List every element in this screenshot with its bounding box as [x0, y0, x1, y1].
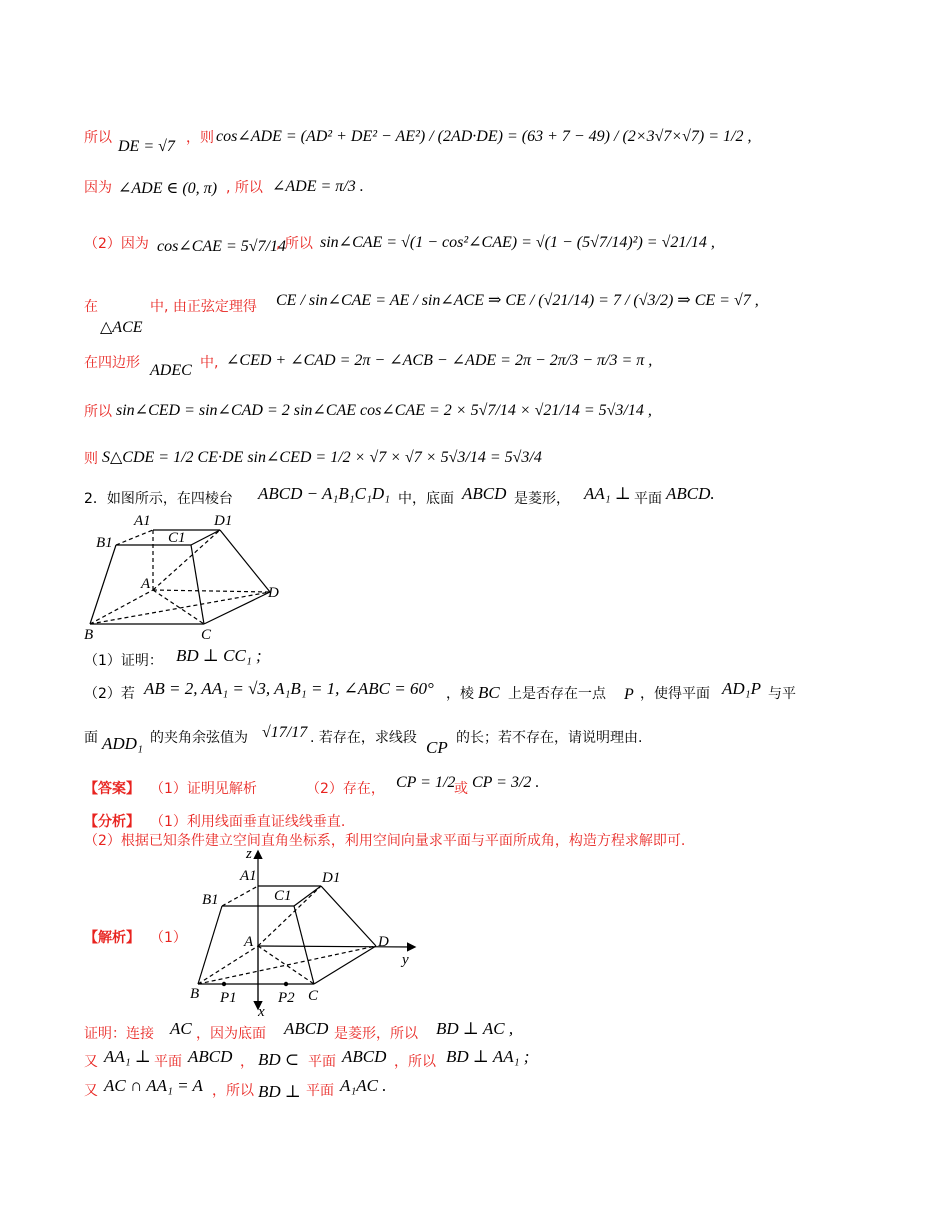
p2-l4-formula: sin∠CED = sin∠CAD = 2 sin∠CAE cos∠CAE = 2 × 5√7/14 × √21/14 = 5√3/14 , [116, 402, 652, 419]
fig2-label-p2: P2 [278, 990, 295, 1006]
sol-l2-h: ABCD [342, 1047, 387, 1066]
fig1-label-d1: D1 [214, 513, 233, 529]
answer-part1: （1）证明见解析 [150, 781, 257, 797]
sol-l1-e: 是菱形，所以 [334, 1026, 418, 1042]
sol-l2-i: ，所以 [394, 1054, 436, 1070]
axis-y [258, 946, 414, 947]
fig2-label-d: D [378, 934, 389, 950]
fig2-label-c1: C1 [274, 888, 292, 904]
q2-part2-f: P [624, 686, 634, 703]
fig2-label-d1: D1 [322, 870, 341, 886]
p2-l3-in: 在四边形 [84, 355, 140, 371]
solution-part: （1） [150, 930, 187, 946]
sol-l3-e: 平面 [306, 1083, 334, 1099]
point-p1 [222, 982, 226, 986]
q2-part2-i: 与平 [768, 686, 796, 702]
sol-l1-f: BD ⊥ AC , [436, 1019, 514, 1038]
q2-part2-n: . 若存在，求线段 [310, 730, 417, 746]
fig1-label-a: A [141, 576, 151, 592]
edge-b1a1 [116, 530, 153, 545]
q2-part2-g: ，使得平面 [640, 686, 710, 702]
fig2-label-p1: P1 [220, 990, 237, 1006]
answer-part2-prefix: （2）存在， [306, 781, 385, 797]
fig1-label-b1: B1 [96, 535, 113, 551]
fig2-label-y: y [402, 952, 409, 968]
diag-ad1 [153, 530, 220, 590]
edge2-c1c [294, 906, 314, 984]
sol-l3-d: BD ⊥ [258, 1082, 301, 1101]
p1-l2-value: ∠ADE = π/3 . [272, 178, 364, 195]
sol-l2-a: 又 [84, 1054, 98, 1070]
edge-d1d [220, 530, 270, 592]
p2-l2-law: CE / sin∠CAE = AE / sin∠ACE ⇒ CE / (√21/14) = 7 / (√3/2) ⇒ CE = √7 , [276, 292, 759, 309]
p1-l2-prefix: 因为 [84, 180, 112, 196]
sol-l3-f: A₁AC . [340, 1076, 387, 1095]
q2-part2-m: √17/17 [262, 724, 308, 741]
analysis-tag: 【分析】 [84, 814, 140, 830]
point-p2 [284, 982, 288, 986]
p2-l1-cos: cos∠CAE = 5√7/14 [157, 238, 286, 255]
sol-l2-f: BD ⊂ [258, 1050, 300, 1069]
q2-part2-b: AB = 2, AA₁ = √3, A₁B₁ = 1, ∠ABC = 60° [144, 679, 434, 698]
fig2-label-c: C [308, 988, 319, 1004]
q2-part2-d: BC [478, 683, 500, 702]
p2-l3-mid: 中, [200, 355, 219, 371]
p2-l3-quad: ADEC [150, 362, 192, 379]
p2-l2-tri: △ACE [100, 319, 143, 336]
q2-part2-o: CP [426, 738, 448, 757]
q2-stem-h: ABCD. [666, 484, 715, 503]
q2-part2-h: AD₁P [722, 679, 761, 698]
q2-stem-d: ABCD [462, 484, 507, 503]
fig2-label-x: x [258, 1004, 265, 1018]
solution-tag: 【解析】 [84, 930, 140, 946]
q2-part2-p: 的长；若不存在，请说明理由. [456, 730, 643, 746]
p2-l5-formula: S△CDE = 1/2 CE·DE sin∠CED = 1/2 × √7 × √7 × 5√3/14 = 5√3/4 [102, 449, 542, 466]
q2-stem-g: 平面 [634, 491, 662, 507]
p2-l1-sin: sin∠CAE = √(1 − cos²∠CAE) = √(1 − (5√7/14)²) = √21/14 , [320, 234, 715, 251]
edge-c1c [191, 545, 204, 624]
q2-stem-b: ABCD − A₁B₁C₁D₁ [258, 484, 391, 503]
edge-cd [204, 592, 270, 624]
edge2-d1d [321, 886, 376, 946]
q2-part2-k: ADD₁ [102, 734, 143, 753]
q2-part1-b: BD ⊥ CC₁ ; [176, 646, 262, 665]
fig1-label-c: C [201, 627, 212, 643]
p2-l2-in: 在 [84, 299, 98, 315]
p2-l1-prefix: （2）因为 [84, 236, 149, 252]
sol-l1-b: AC [170, 1019, 192, 1038]
coordinate-figure [186, 846, 426, 1018]
p2-l5-prefix: 则 [84, 451, 98, 467]
sol-l2-g: 平面 [308, 1054, 336, 1070]
p2-l3-formula: ∠CED + ∠CAD = 2π − ∠ACB − ∠ADE = 2π − 2π/3 − π/3 = π , [226, 352, 653, 369]
edge-b1b [90, 545, 116, 624]
q2-stem-f: AA₁ ⊥ [584, 484, 631, 503]
answer-cp1: CP = 1/2 [396, 774, 456, 791]
sol-l2-c: 平面 [154, 1054, 182, 1070]
q2-stem-a: 2．如图所示，在四棱台 [84, 491, 233, 507]
sol-l3-c: ，所以 [212, 1083, 254, 1099]
p1-l1-formula: cos∠ADE = (AD² + DE² − AE²) / (2AD·DE) = (63 + 7 − 49) / (2×3√7×√7) = 1/2 , [216, 128, 752, 145]
fig1-label-a1: A1 [134, 513, 151, 529]
q2-part2-l: 的夹角余弦值为 [150, 730, 248, 746]
edge2-cd [314, 946, 376, 984]
fig2-label-a1: A1 [240, 868, 257, 884]
sol-l3-b: AC ∩ AA₁ = A [104, 1076, 203, 1095]
q2-part2-e: 上是否存在一点 [508, 686, 606, 702]
sol-l1-a: 证明：连接 [84, 1026, 154, 1042]
fig2-label-b: B [190, 986, 200, 1002]
p2-l2-mid: 中, 由正弦定理得 [150, 299, 257, 315]
q2-part2-j: 面 [84, 730, 98, 746]
q2-stem-c: 中，底面 [398, 491, 454, 507]
sol-l1-c: ，因为底面 [196, 1026, 266, 1042]
fig2-label-z: z [246, 846, 252, 862]
q2-part2-c: ，棱 [446, 686, 474, 702]
answer-tag: 【答案】 [84, 781, 140, 797]
sol-l3-a: 又 [84, 1083, 98, 1099]
sol-l2-j: BD ⊥ AA₁ ; [446, 1047, 530, 1066]
diag2-bd [198, 946, 376, 984]
edge2-c1d1 [294, 886, 321, 906]
edge2-ba [198, 946, 258, 984]
answer-or: 或 [454, 781, 468, 797]
sol-l1-d: ABCD [284, 1019, 329, 1038]
edge-ad [153, 590, 270, 592]
fig2-label-a: A [244, 934, 254, 950]
analysis-line2: （2）根据已知条件建立空间直角坐标系，利用空间向量求平面与平面所成角，构造方程求解即可. [84, 833, 686, 849]
p2-l4-prefix: 所以 [84, 404, 112, 420]
p2-l1-so: , 所以 [276, 236, 313, 252]
q2-part1-a: （1）证明： [84, 653, 163, 669]
p1-l1-then: ，则 [186, 130, 214, 146]
p1-l1-prefix: 所以 [84, 130, 112, 146]
fig1-label-d: D [268, 585, 279, 601]
fig1-label-b: B [84, 627, 94, 643]
edge2-b1b [198, 906, 222, 984]
p1-l2-range: ∠ADE ∈ (0, π) [118, 180, 218, 197]
edge2-b1a1 [222, 886, 258, 906]
q2-stem-e: 是菱形， [514, 491, 570, 507]
sol-l2-e: ， [240, 1054, 254, 1070]
fig2-label-b1: B1 [202, 892, 219, 908]
p1-l1-de: DE = √7 [118, 138, 175, 155]
diag-bd [90, 592, 270, 624]
answer-cp2: CP = 3/2 . [472, 774, 540, 791]
analysis-line1: （1）利用线面垂直证线线垂直. [150, 814, 346, 830]
frustum-figure [80, 508, 300, 644]
fig1-label-c1: C1 [168, 530, 186, 546]
sol-l2-d: ABCD [188, 1047, 233, 1066]
p1-l2-so: , 所以 [226, 180, 263, 196]
q2-part2-a: （2）若 [84, 686, 135, 702]
sol-l2-b: AA₁ ⊥ [104, 1047, 151, 1066]
diag-ac [153, 590, 204, 624]
